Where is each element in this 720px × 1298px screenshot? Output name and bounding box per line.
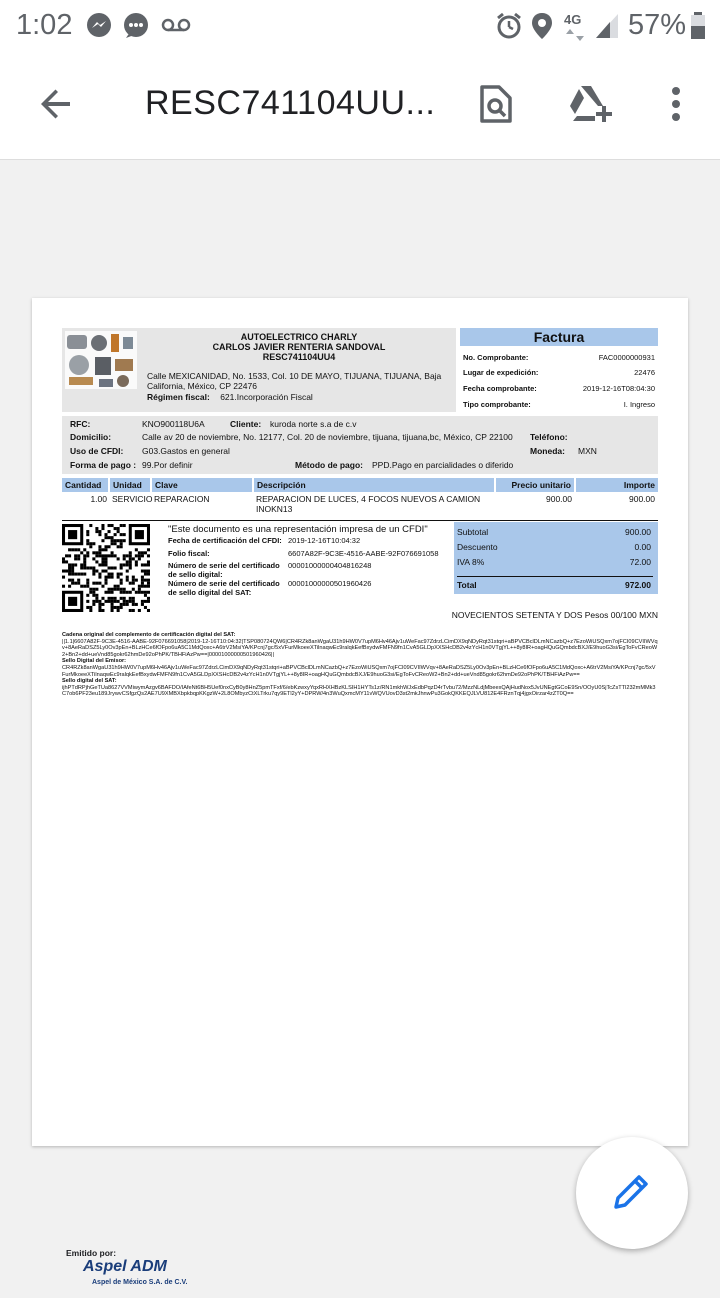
status-time: 1:02: [16, 9, 73, 41]
back-button[interactable]: [30, 80, 82, 132]
qr-code: [62, 524, 150, 612]
battery-icon: [690, 12, 706, 45]
sello-emisor-label: Sello Digital del Emisor:: [62, 658, 127, 665]
iva-row: IVA 8% 72.00: [457, 557, 651, 567]
regimen-value: 621.Incorporación Fiscal: [220, 392, 313, 402]
cliente-label: Cliente:: [230, 419, 262, 429]
company-address: Calle MEXICANIDAD, No. 1533, Col. 10 DE MAYO, TIJUANA, TIJUANA, Baja California, México, CP 22476: [147, 371, 442, 391]
add-to-drive-button[interactable]: [564, 80, 616, 132]
total-row: Total 972.00: [457, 580, 651, 590]
document-title: RESC741104UU...: [145, 84, 436, 122]
table-row: 1.00 SERVICIO REPARACION REPARACION DE LUCES, 4 FOCOS NUEVOS A CAMION INOKN13 900.00 900.00: [90, 494, 655, 514]
chat-bubble-icon: [122, 12, 150, 45]
client-address: Calle av 20 de noviembre, No. 12177, Col. 20 de noviembre, tijuana, tijuana,bc, México, CP 22100: [142, 432, 513, 442]
signal-icon: [594, 12, 620, 45]
edit-button[interactable]: [576, 1137, 688, 1249]
status-bar: [0, 0, 720, 52]
factura-row: Fecha comprobante: 2019-12-16T08:04:30: [463, 384, 655, 393]
factura-row: Tipo comprobante: I. Ingreso: [463, 400, 655, 409]
uso-cfdi-label: Uso de CFDI:: [70, 446, 124, 456]
rfc-label: RFC:: [70, 419, 91, 429]
client-rfc: KNO900118U6A: [142, 419, 205, 429]
auto-parts-logo: [65, 331, 137, 389]
cfdi-legend: "Este documento es una representación impresa de un CFDI": [168, 524, 428, 535]
factura-row: No. Comprobante: FAC0000000931: [463, 353, 655, 362]
voicemail-icon: [162, 18, 190, 37]
messenger-icon: [86, 12, 112, 43]
factura-details: [460, 346, 658, 412]
company-name-block: [142, 332, 456, 362]
sello-sat-value: ijhPTdRPjhGeTUa8627VVMiwymAzgv6BAFDO/IAfeNt6BH5Uef0nxCyB0y8HnZ5pmTFxf/6/ebKzwxyYqxRHXHBzKLSIH1HYTs1z/RN1mkhWJxEdbPqzD4rTvbu72/MzzNLdjMbeexQAjHudNox5JvUNEgtGCoE9Sn/OOyU0SjTcZsTTl232mMMk3C7ob6PF23eu189JrywvCSfgzQs2AE7U9XMBXbpkbqpKKgzW+2L8OMbyzCtXLTrku7qy9ETl2yY+DPRW/4n3WuQxmcMY11vWQVUovD3st2mkJhnwPu3GokQKKEQJLVU812E4FRznTqj4jgxOirzar4zZT0Q==: [62, 684, 656, 698]
metodo-pago-label: Método de pago:: [295, 460, 363, 470]
factura-row: Lugar de expedición: 22476: [463, 368, 655, 377]
aspel-company: Aspel de México S.A. de C.V.: [92, 1279, 188, 1286]
cadena-value: ||1.1|6607A82F-9C3E-4516-AABE-92F076691058|2019-12-16T10:04:32|TSP080724QW6|CR4RZk8anWgaU31h9HW0V7upM6Hv46Ajv1uWeFac97ZdrzLCimDX9qNDyRqt31stqri+aBPVCBclDLmNCazbQ+z7EzoWiUSQxm7ojFCI09CVIIWVqv+8AeRaDSZ5Ly0Ov3pEn+BLzHCe6fOFpo6uA5C1MdQoxc+A6trV2MsiYA/KPcnj7gc/5xVFurMkoeeXTilnaqwEc9ralqkEefBxydwFMFN9fn1CvA5GLDpXXSHcDB2v4zYcH1n0VTgjYL++8y8IR+oagHQuGQmbdcBXJ/E9huoG3si/EgToFvCReoW2+Bn2+dd+ueVnd85gokr62hmDe92oPhPK/TBHFiAzPw==|00001000000501960426||: [62, 638, 658, 658]
company-name: AUTOELECTRICO CHARLY: [240, 332, 358, 342]
client-info: [62, 416, 658, 474]
cadena-label: Cadena original del complemento de certificación digital del SAT:: [62, 632, 236, 638]
items-table-header: [62, 478, 658, 492]
total-divider: [457, 576, 653, 577]
company-owner: CARLOS JAVIER RENTERIA SANDOVAL: [212, 342, 386, 352]
pdf-page: [32, 298, 688, 1286]
sello-emisor-value: CR4RZk8anWgaU31h9HW0V7upM6Hv46Ajv1uWeFac97ZdrzLCimDX9qNDyRqt31stqri+aBPVCBclDLmNCazbQ+z7EzoWiUSQxm7ojFCI09CVIIWVqv+8AeRaDSZ5Ly0Ov3pEn+BLzHCe6fOFpo6uA5C1MdQoxc+A6trV2MsiYA/KPcnj7gc/5xVFurMkoeeXTilnaqwEc9ralqkEefBxydwFMFN9fn1CvA5GLDpXXSHcDB2v4zYcH1n0VTgjYL++8y8IR+oagHQuGQmbdcBXJ/E9huoG3si/EgToFvCReoW2+Bn2+dd+ueVnd85gokr62hmDe92oPhPK/TBHFiAzPw==: [62, 664, 656, 678]
location-icon: [531, 12, 553, 45]
col-clave: Clave: [152, 478, 252, 492]
battery-percent: 57%: [628, 9, 687, 41]
back-arrow-icon: [39, 87, 73, 126]
moneda-value: MXN: [578, 446, 597, 456]
company-rfc: RESC741104UU4: [262, 352, 336, 362]
data-arrows-icon: [566, 28, 584, 46]
col-unidad: Unidad: [110, 478, 150, 492]
forma-pago-value: 99.Por definir: [142, 460, 193, 470]
app-bar: [0, 52, 720, 160]
telefono-label: Teléfono:: [530, 432, 568, 442]
col-descripcion: Descripción: [254, 478, 494, 492]
edit-pencil-icon: [612, 1171, 652, 1216]
metodo-pago-value: PPD.Pago en parcialidades o diferido: [372, 460, 514, 470]
moneda-label: Moneda:: [530, 446, 565, 456]
alarm-icon: [495, 12, 523, 45]
col-importe: Importe: [576, 478, 658, 492]
forma-pago-label: Forma de pago :: [70, 460, 137, 470]
drive-add-icon: [567, 84, 613, 129]
document-viewer[interactable]: [0, 161, 720, 1286]
emitido-por: [66, 1248, 206, 1298]
aspel-logo: Aspel ADM: [83, 1258, 167, 1275]
col-precio: Precio unitario: [496, 478, 574, 492]
regimen-label: Régimen fiscal:: [147, 392, 210, 402]
sello-sat-label: Sello digital del SAT:: [62, 678, 117, 685]
more-options-button[interactable]: [650, 80, 702, 132]
subtotal-row: Subtotal 900.00: [457, 527, 651, 537]
col-cantidad: Cantidad: [62, 478, 108, 492]
document-search-icon: [479, 84, 513, 129]
amount-in-words: NOVECIENTOS SETENTA Y DOS Pesos 00/100 MXN: [451, 610, 658, 620]
issuer-header: [62, 328, 456, 412]
factura-title: Factura: [460, 328, 658, 346]
more-vert-icon: [671, 86, 681, 127]
domicilio-label: Domicilio:: [70, 432, 112, 442]
uso-cfdi-value: G03.Gastos en general: [142, 446, 230, 456]
descuento-row: Descuento 0.00: [457, 542, 651, 552]
cfdi-certification: "Este documento es una representación impresa de un CFDI" Fecha de certificación del CFDI: 2019-12-16T10:04:32 Folio fiscal: 6607A82F-9C3E-4516-AABE-92F076691058 Número de serie del certificado de sello digital: 00001000000404816248 Número de serie del certificado de sello digital del SAT: 00001000000501960426: [168, 524, 453, 535]
client-name: kuroda norte s.a de c.v: [270, 419, 357, 429]
emitido-label: Emitido por:: [66, 1248, 117, 1258]
find-in-document-button[interactable]: [470, 80, 522, 132]
totals-box: [454, 522, 658, 594]
network-type-label: 4G: [564, 12, 582, 27]
divider: [62, 520, 658, 521]
regimen-fiscal: [147, 392, 313, 402]
digital-seals: [62, 632, 658, 698]
